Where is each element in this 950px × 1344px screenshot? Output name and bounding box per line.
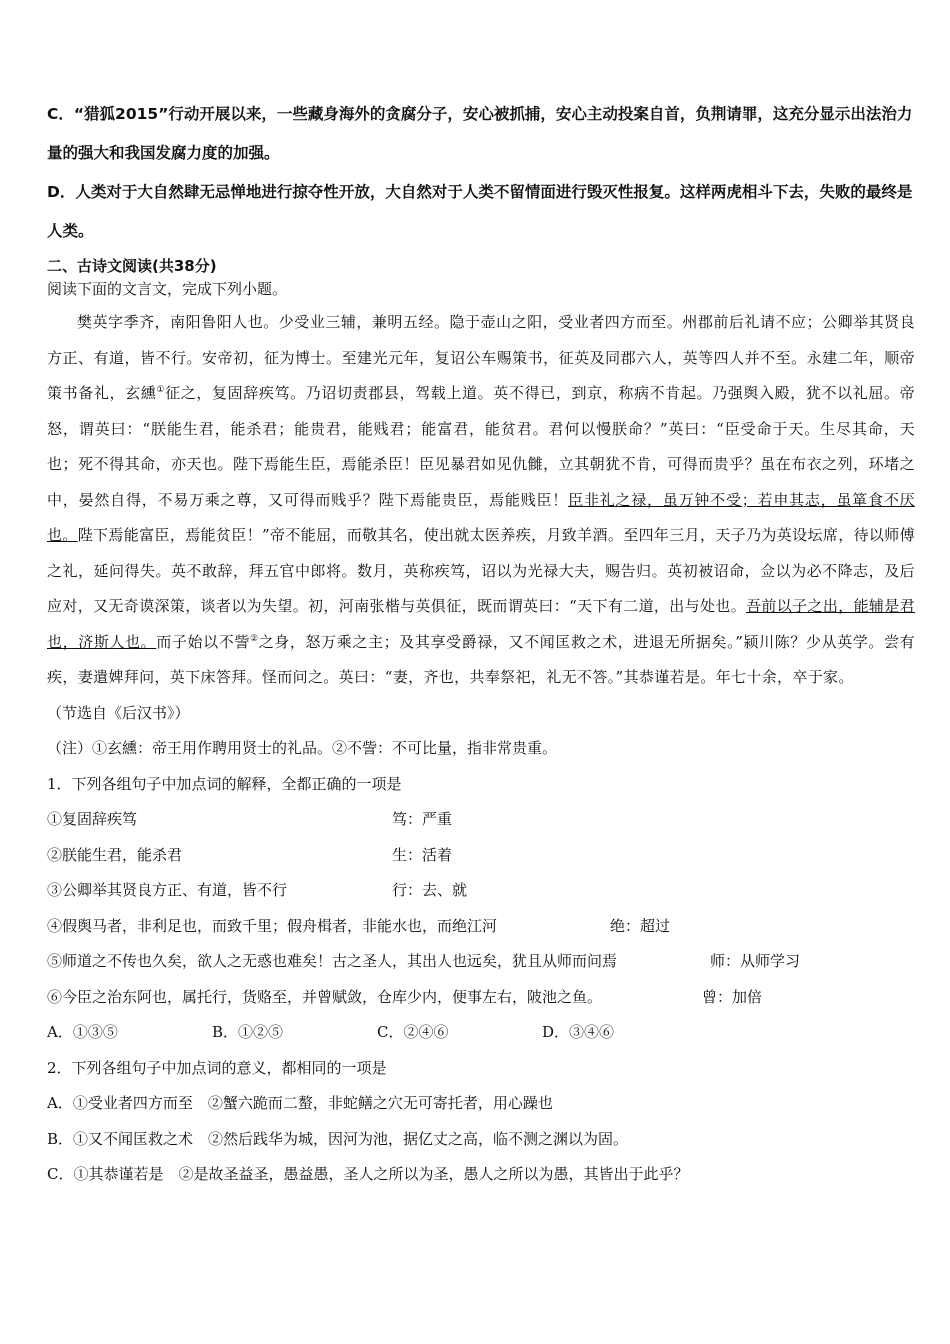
q1-choice-d[interactable]: D．③④⑥ — [542, 1023, 615, 1041]
annotation-note: （注）①玄纁：帝王用作聘用贤士的礼品。②不訾：不可比量，指非常贵重。 — [47, 739, 558, 757]
q1-item-6-answer: 曾：加倍 — [702, 987, 763, 1006]
q2-option-c[interactable]: C．①其恭谨若是 ②是故圣益圣，愚益愚，圣人之所以为圣，愚人之所以为愚，其皆出于此乎？ — [47, 1165, 689, 1183]
q1-item-1-sentence: ①复固辞疾笃 — [47, 810, 138, 828]
option-c: C．“猎狐2015”行动开展以来，一些藏身海外的贪腐分子，安心被抓捕，安心主动投案自首，负荆请罪，这充分显示出法治力量的强大和我国发腐力度的加强。 — [47, 105, 913, 162]
q1-item-5-answer: 师：从师学习 — [710, 952, 801, 970]
q1-item-3-sentence: ③公卿举其贤良方正、有道，皆不行 — [47, 881, 288, 899]
q1-item-6-sentence: ⑥今臣之治东阿也，属托行，货赂至，并曾赋敛，仓库少内，便事左右，陂池之鱼。 — [47, 987, 603, 1006]
underlined-sentence-2: 吾前以子之出，能辅是君也，济斯人也。 — [47, 597, 915, 651]
exam-page — [47, 98, 915, 1193]
q2-option-b[interactable]: B．①又不闻匡救之术 ②然后践华为城，因河为池，据亿丈之高，临不测之渊以为固。 — [47, 1129, 629, 1148]
q1-item-2 — [47, 838, 915, 874]
question-1-stem: 1．下列各组句子中加点词的解释，全都正确的一项是 — [47, 774, 402, 793]
q1-item-4 — [47, 909, 915, 945]
q1-item-4-sentence: ④假舆马者，非利足也，而致千里；假舟楫者，非能水也，而绝江河 — [47, 916, 498, 935]
q1-item-1 — [47, 802, 915, 838]
passage-part-4: 而子始以不訾 — [156, 632, 250, 651]
q1-item-3-answer: 行：去、就 — [392, 881, 468, 899]
q1-item-6 — [47, 980, 915, 1016]
passage-source: （节选自《后汉书》） — [47, 703, 190, 722]
q1-item-3 — [47, 873, 915, 909]
question-2-stem: 2．下列各组句子中加点词的意义，都相同的一项是 — [47, 1058, 387, 1077]
passage-part-3: 陛下焉能富臣，焉能贫臣！”帝不能屈，而敬其名，使出就太医养疾，月致羊酒。至四年三月，天子乃为英设坛席，待以师傅之礼，延问得失。英不敢辞，拜五官中郎将。数月，英称疾笃，诏以为光禄大夫，赐告归。英初被诏命，佥以为必不降志，及后应对，又无奇谟深策，谈者以为失望。初，河南张楷与英俱征，既而谓英曰：“天下有二道，出与处也。 — [47, 526, 915, 615]
passage-part-5: 之身，怒万乘之主；及其享受爵禄，又不闻匡救之术，进退无所据矣。”颍川陈？少从英学。尝有疾，妻遣婢拜问，英下床答拜。怪而问之。英曰：“妻，齐也，共奉祭祀，礼无不答。”其恭谨若是。年七十余，卒于家。 — [47, 632, 915, 686]
q1-item-5 — [47, 944, 915, 980]
option-d: D．人类对于大自然肆无忌惮地进行掠夺性开放，大自然对于人类不留情面进行毁灭性报复。这样两虎相斗下去，失败的最终是人类。 — [47, 183, 913, 240]
q1-choices — [47, 1015, 915, 1051]
footnote-marker-1: ① — [156, 385, 166, 395]
underlined-sentence-1: 臣非礼之禄，虽万钟不受；若申其志，虽箪食不厌也。 — [47, 490, 915, 544]
q2-option-a[interactable]: A．①受业者四方而至 ②蟹六跪而二螯，非蛇鳝之穴无可寄托者，用心躁也 — [47, 1094, 553, 1112]
q1-item-5-sentence: ⑤师道之不传也久矣，欲人之无惑也难矣！古之圣人，其出人也远矣，犹且从师而问焉 — [47, 952, 618, 970]
q1-item-2-answer: 生：活着 — [392, 845, 453, 864]
classical-passage — [47, 305, 915, 696]
q1-item-4-answer: 绝：超过 — [610, 916, 671, 935]
q1-choice-b[interactable]: B．①②⑤ — [212, 1023, 284, 1041]
section-instruction: 阅读下面的文言文，完成下列小题。 — [47, 280, 288, 298]
q1-choice-a[interactable]: A．①③⑤ — [47, 1023, 118, 1041]
footnote-marker-2: ② — [250, 633, 259, 644]
passage-part-2: 征之，复固辞疾笃。乃诏切责郡县，驾载上道。英不得已，到京，称病不肯起。乃强舆入殿，犹不以礼屈。帝怒，谓英曰：“朕能生君，能杀君；能贵君，能贱君；能富君，能贫君。君何以慢朕命？”英曰：“臣受命于天。生尽其命，天也；死不得其命，亦天也。陛下焉能生臣，焉能杀臣！臣见暴君如见仇雠，立其朝犹不肯，可得而贵乎？虽在布衣之列，环堵之中，晏然自得，不易万乘之尊，又可得而贱乎？陛下焉能贵臣，焉能贱臣！ — [47, 384, 915, 509]
q1-choice-c[interactable]: C．②④⑥ — [377, 1023, 449, 1041]
q1-item-1-answer: 笃：严重 — [392, 810, 453, 828]
passage-part-1: 樊英字季齐，南阳鲁阳人也。少受业三辅，兼明五经。隐于壶山之阳，受业者四方而至。州郡前后礼请不应；公卿举其贤良方正、有道，皆不行。安帝初，征为博士。至建光元年，复诏公车赐策书，征英及同郡六人，英等四人并不至。永建二年，顺帝策书备礼，玄纁 — [47, 313, 915, 402]
q1-item-2-sentence: ②朕能生君，能杀君 — [47, 845, 183, 864]
section-title: 二、古诗文阅读(共38分) — [47, 257, 217, 275]
